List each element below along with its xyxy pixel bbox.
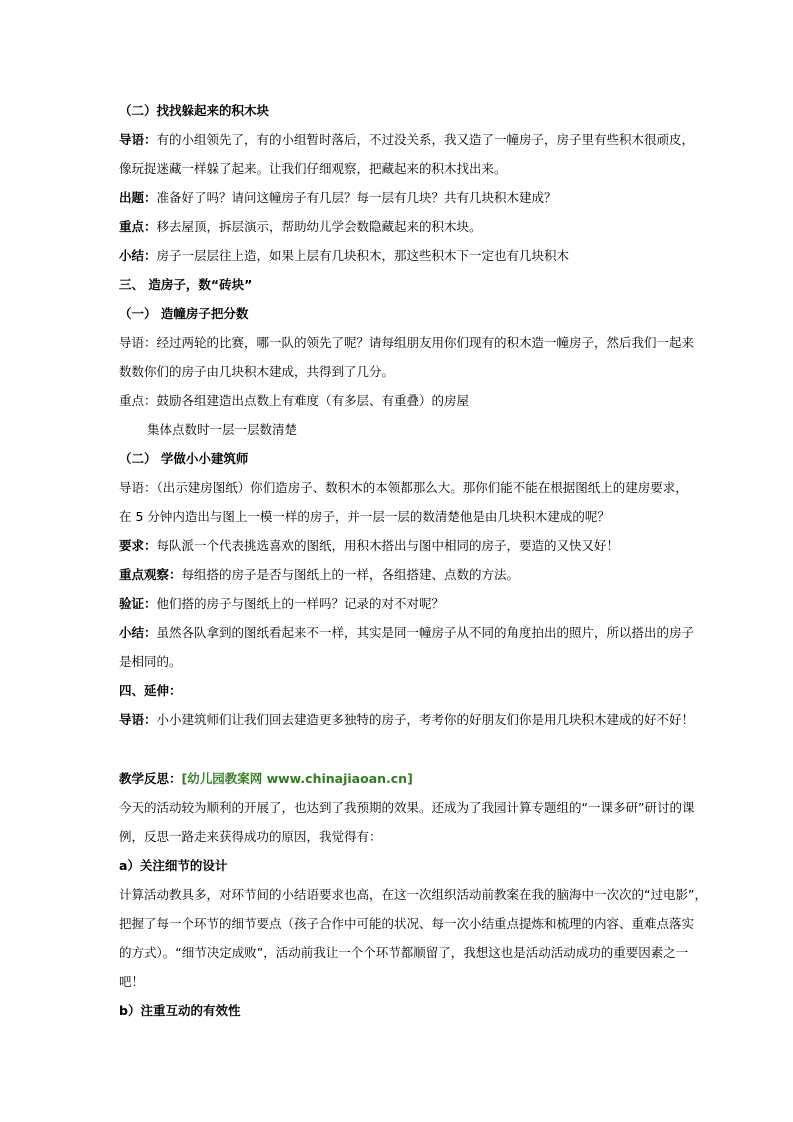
label-observation: 重点观察：: [119, 567, 182, 582]
paragraph-summary-2-cont: 是相同的。: [119, 654, 182, 669]
text-intro-4: 小小建筑师们让我们回去建造更多独特的房子，考考你的好朋友们你是用几块积木建成的好不好！: [156, 712, 695, 727]
paragraph-detail-2: 把握了每一个环节的细节要点（孩子合作中可能的状况、每一次小结重点提炼和梳理的内容、重难点落实: [119, 916, 695, 931]
section-heading-extension: 四、延伸：: [119, 683, 182, 698]
paragraph-summary-2: [119, 625, 695, 641]
paragraph-intro-2: 导语：经过两轮的比赛，哪一队的领先了呢？请每组朋友用你们现有的积木造一幢房子，然后我们一起来: [119, 335, 695, 350]
text-intro: 有的小组领先了，有的小组暂时落后，不过没关系，我又造了一幢房子，房子里有些积木很顽皮，: [156, 132, 695, 147]
paragraph-detail-4: 吧！: [119, 974, 145, 989]
section-heading-build-house: 三、 造房子，数“砖块”: [119, 277, 253, 292]
label-summary-2: 小结：: [119, 625, 157, 640]
label-reflection: 教学反思：: [119, 771, 182, 786]
label-requirement: 要求：: [119, 538, 157, 553]
label-intro: 导语：: [119, 132, 157, 147]
label-verification: 验证：: [119, 596, 157, 611]
text-observation: 每组搭的房子是否与图纸上的一样，各组搭建、点数的方法。: [181, 567, 520, 582]
paragraph-requirement: [119, 538, 679, 554]
paragraph-intro-4: [119, 712, 695, 728]
text-summary: 房子一层层往上造，如果上层有几块积木，那这些积木下一定也有几块积木: [156, 248, 570, 263]
subheading-interaction: b）注重互动的有效性: [119, 1003, 241, 1018]
paragraph-intro: [119, 132, 695, 148]
website-link[interactable]: [幼儿园教案网 www.chinajiaoan.cn]: [181, 771, 413, 786]
paragraph-intro-2-cont: 数数你们的房子由几块积木建成，共得到了几分。: [119, 364, 395, 379]
label-key-point: 重点：: [119, 219, 157, 234]
paragraph-intro-cont: 像玩捉迷藏一样躲了起来。让我们仔细观察，把藏起来的积木找出来。: [119, 161, 507, 176]
reflection-heading: [119, 771, 679, 787]
text-key-point: 移去屋顶，拆层演示，帮助幼儿学会数隐藏起来的积木块。: [156, 219, 482, 234]
subsection-heading-build-score: （一） 造幢房子把分数: [119, 306, 249, 321]
subheading-detail-design: a）关注细节的设计: [119, 858, 228, 873]
label-question: 出题：: [119, 190, 157, 205]
paragraph-reflection: 今天的活动较为顺利的开展了，也达到了我预期的效果。还成为了我园计算专题组的“一课多研”研讨的课: [119, 800, 695, 815]
paragraph-question: [119, 190, 679, 206]
paragraph-intro-3-cont: 在 5 分钟内造出与图上一模一样的房子，并一层一层的数清楚他是由几块积木建成的呢？: [119, 509, 610, 524]
paragraph-key-point: [119, 219, 679, 235]
paragraph-key-point-2-cont: 集体点数时一层一层数清楚: [147, 422, 298, 437]
label-intro-4: 导语：: [119, 712, 157, 727]
paragraph-detail-3: 的方式）。“细节决定成败”，活动前我让一个个环节都顺留了，我想这也是活动活动成功的重要因素之一: [119, 945, 689, 960]
subsection-heading-architect: （二） 学做小小建筑师: [119, 451, 249, 466]
text-question: 准备好了吗？请问这幢房子有几层？每一层有几块？共有几块积木建成？: [156, 190, 557, 205]
paragraph-summary: [119, 248, 679, 264]
text-summary-2: 虽然各队拿到的图纸看起来不一样，其实是同一幢房子从不同的角度拍出的照片，所以搭出的房子: [156, 625, 695, 640]
paragraph-intro-3: 导语：（出示建房图纸）你们造房子、数积木的本领都那么大。那你们能不能在根据图纸上的建房要求，: [119, 480, 688, 495]
label-summary: 小结：: [119, 248, 157, 263]
paragraph-reflection-cont: 例，反思一路走来获得成功的原因，我觉得有：: [119, 829, 382, 844]
section-heading-find-blocks: （二）找找躲起来的积木块: [119, 103, 270, 118]
paragraph-verification: [119, 596, 679, 612]
text-requirement: 每队派一个代表挑选喜欢的图纸，用积木搭出与图中相同的房子，要造的又快又好！: [156, 538, 620, 553]
paragraph-key-point-2: 重点：鼓励各组建造出点数上有难度（有多层、有重叠）的房屋: [119, 393, 470, 408]
paragraph-detail-1: 计算活动教具多，对环节间的小结语要求也高，在这一次组织活动前教案在我的脑海中一次次的“过电影”，: [119, 887, 707, 902]
text-verification: 他们搭的房子与图纸上的一样吗？记录的对不对呢？: [156, 596, 445, 611]
paragraph-observation: [119, 567, 679, 583]
